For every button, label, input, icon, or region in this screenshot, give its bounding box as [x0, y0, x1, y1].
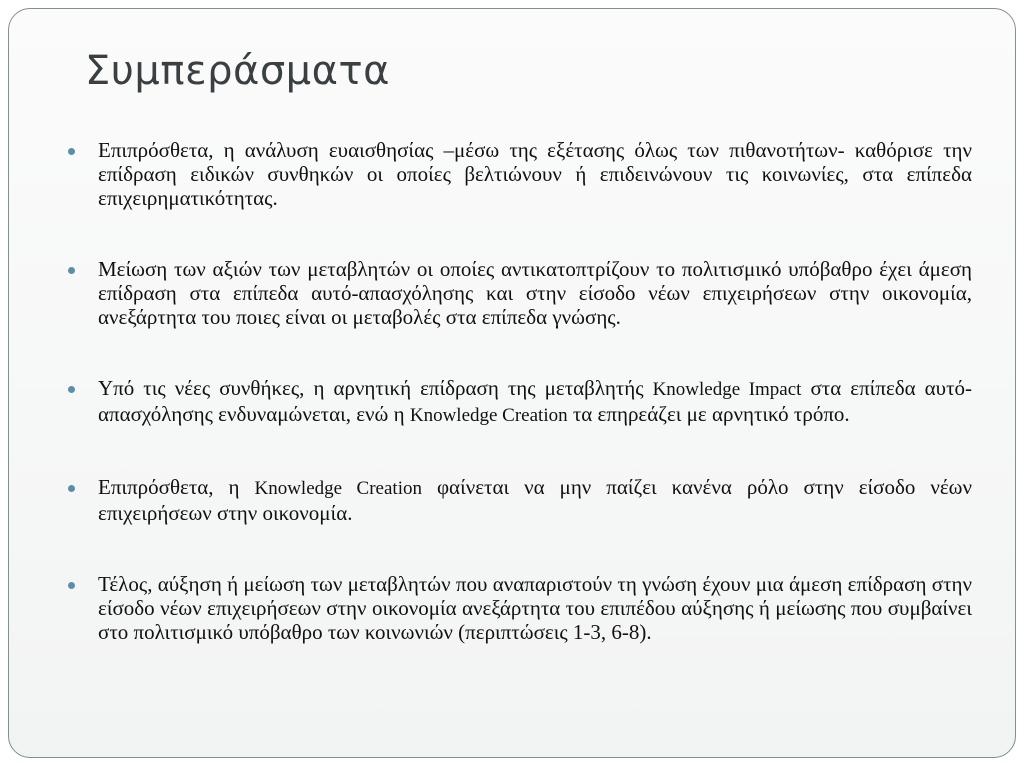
bullet-dot-icon [68, 267, 75, 274]
bullet-item-1 [68, 138, 972, 210]
bullet-text-4 [98, 475, 972, 525]
bullet-text-1 [98, 138, 972, 210]
bullet-item-5 [68, 572, 972, 644]
term-knowledge-creation: Knowledge Creation [409, 405, 568, 426]
bullet-text-segment: Μείωση των αξιών των μεταβλητών οι οποίες αντικατοπτρίζουν το πολιτισμικό υπόβαθρο έχει άμεση επίδραση στα επίπεδα αυτό-απασχόλησης και στην είσοδο νέων επιχειρήσεων στην οικονομία, ανεξάρτητα του ποιες είναι οι μεταβολές στα επίπεδα γνώσης. [98, 257, 972, 329]
bullet-text-segment: φαίνεται να μην παίζει κανένα ρόλο στην είσοδο νέων επιχειρήσεων στην οικονομία. [98, 475, 972, 525]
bullet-list [68, 138, 972, 691]
bullet-text-segment: Επιπρόσθετα, η ανάλυση ευαισθησίας –μέσω της εξέτασης όλως των πιθανοτήτων- καθόρισε την επίδραση ειδικών συνθηκών οι οποίες βελτιώνουν ή επιδεινώνουν τις κοινωνίες, στα επίπεδα επιχειρηματικότητας. [98, 138, 972, 210]
bullet-text-3 [98, 376, 972, 428]
bullet-dot-icon [68, 485, 75, 492]
bullet-item-3 [68, 376, 972, 428]
bullet-text-segment: στα επίπεδα αυτό-απασχόλησης ενδυναμώνεται, ενώ η [98, 376, 973, 426]
bullet-text-segment: τα επηρεάζει με αρνητικό τρόπο. [567, 402, 850, 426]
bullet-text-segment: Επιπρόσθετα, η [98, 475, 255, 499]
bullet-dot-icon [68, 386, 75, 393]
bullet-text-segment: Υπό τις νέες συνθήκες, η αρνητική επίδραση της μεταβλητής [98, 376, 653, 400]
bullet-dot-icon [68, 148, 75, 155]
slide-frame [8, 8, 1016, 758]
bullet-text-5 [98, 572, 972, 644]
bullet-item-4 [68, 475, 972, 525]
bullet-text-segment: Τέλος, αύξηση ή μείωση των μεταβλητών που αναπαριστούν τη γνώση έχουν μια άμεση επίδραση στην είσοδο νέων επιχειρήσεων στην οικονομία ανεξάρτητα του επιπέδου αύξησης ή μείωσης που συμβαίνει στο πολιτισμικό υπόβαθρο των κοινωνιών (περιπτώσεις 1-3, 6-8). [98, 572, 972, 644]
bullet-text-2 [98, 257, 972, 329]
bullet-item-2 [68, 257, 972, 329]
bullet-dot-icon [68, 582, 75, 589]
slide-title: Συμπεράσματα [85, 48, 390, 94]
term-knowledge-creation: Knowledge Creation [254, 478, 422, 499]
term-knowledge-impact: Knowledge Impact [652, 379, 802, 400]
